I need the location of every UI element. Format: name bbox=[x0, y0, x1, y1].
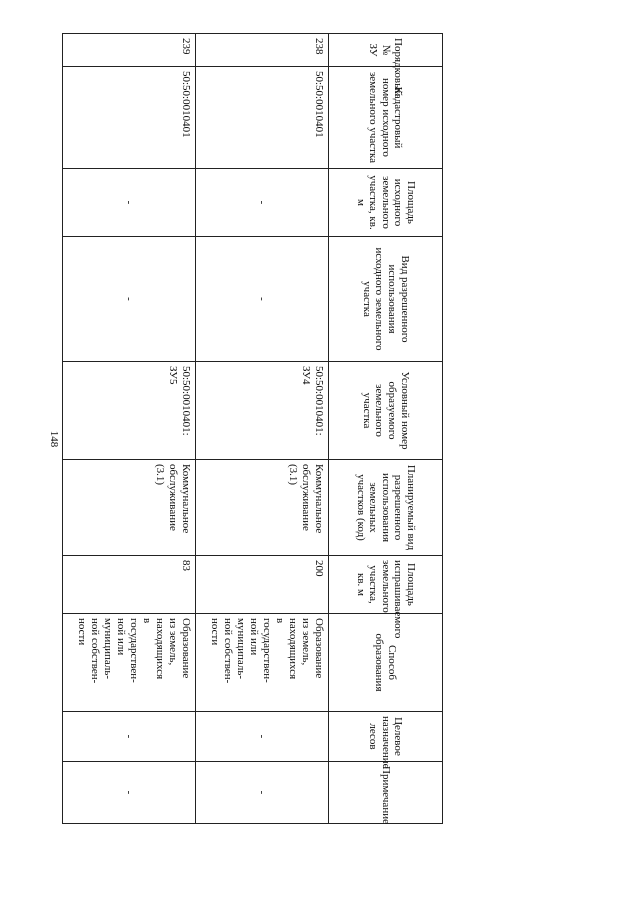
cell-source-area: - bbox=[196, 169, 329, 237]
cell-source-use: - bbox=[63, 237, 196, 362]
table-header-row bbox=[329, 34, 443, 824]
cell-source-use: - bbox=[196, 237, 329, 362]
cell-planned-area: 200 bbox=[196, 556, 329, 614]
cell-planned-use: Коммунальное обслуживание (3.1) bbox=[196, 460, 329, 556]
cell-order: 238 bbox=[196, 34, 329, 67]
header-order: Порядковый № ЗУ bbox=[329, 34, 443, 67]
header-cadastral: Кадастровый номер исходного земельного участка bbox=[329, 67, 443, 169]
cell-conditional: 50:50:0010401: ЗУ4 bbox=[196, 362, 329, 460]
cell-cadastral: 50:50:0010401 bbox=[63, 67, 196, 169]
cell-cadastral: 50:50:0010401 bbox=[196, 67, 329, 169]
table-container bbox=[63, 33, 443, 823]
header-method: Способ образования bbox=[329, 614, 443, 712]
header-source-use: Вид разрешенного использования исходного земельного участка bbox=[329, 237, 443, 362]
cell-source-area: - bbox=[63, 169, 196, 237]
cell-method: Образование из земель, находящихся в государствен- ной или муниципаль- ной собствен- ности bbox=[63, 614, 196, 712]
cell-order: 239 bbox=[63, 34, 196, 67]
header-source-area: Площадь исходного земельного участка, кв. м bbox=[329, 169, 443, 237]
cell-purpose: - bbox=[63, 712, 196, 762]
header-planned-area: Площадь испрашиваемого земельного участка, кв. м bbox=[329, 556, 443, 614]
table-row bbox=[63, 34, 196, 824]
cell-conditional: 50:50:0010401: ЗУ5 bbox=[63, 362, 196, 460]
header-purpose: Целевое назначение лесов bbox=[329, 712, 443, 762]
header-conditional: Условный номер образуемого земельного участка bbox=[329, 362, 443, 460]
cell-method: Образование из земель, находящихся в государствен- ной или муниципаль- ной собствен- ности bbox=[196, 614, 329, 712]
cell-purpose: - bbox=[196, 712, 329, 762]
land-plots-table bbox=[62, 33, 443, 824]
cell-planned-area: 83 bbox=[63, 556, 196, 614]
header-note: Примечание bbox=[329, 762, 443, 824]
header-planned-use: Планируемый вид разрешенного использования земельных участков (код) bbox=[329, 460, 443, 556]
page-number: 148 bbox=[48, 430, 60, 448]
cell-note: - bbox=[63, 762, 196, 824]
table-row bbox=[196, 34, 329, 824]
cell-planned-use: Коммунальное обслуживание (3.1) bbox=[63, 460, 196, 556]
cell-note: - bbox=[196, 762, 329, 824]
